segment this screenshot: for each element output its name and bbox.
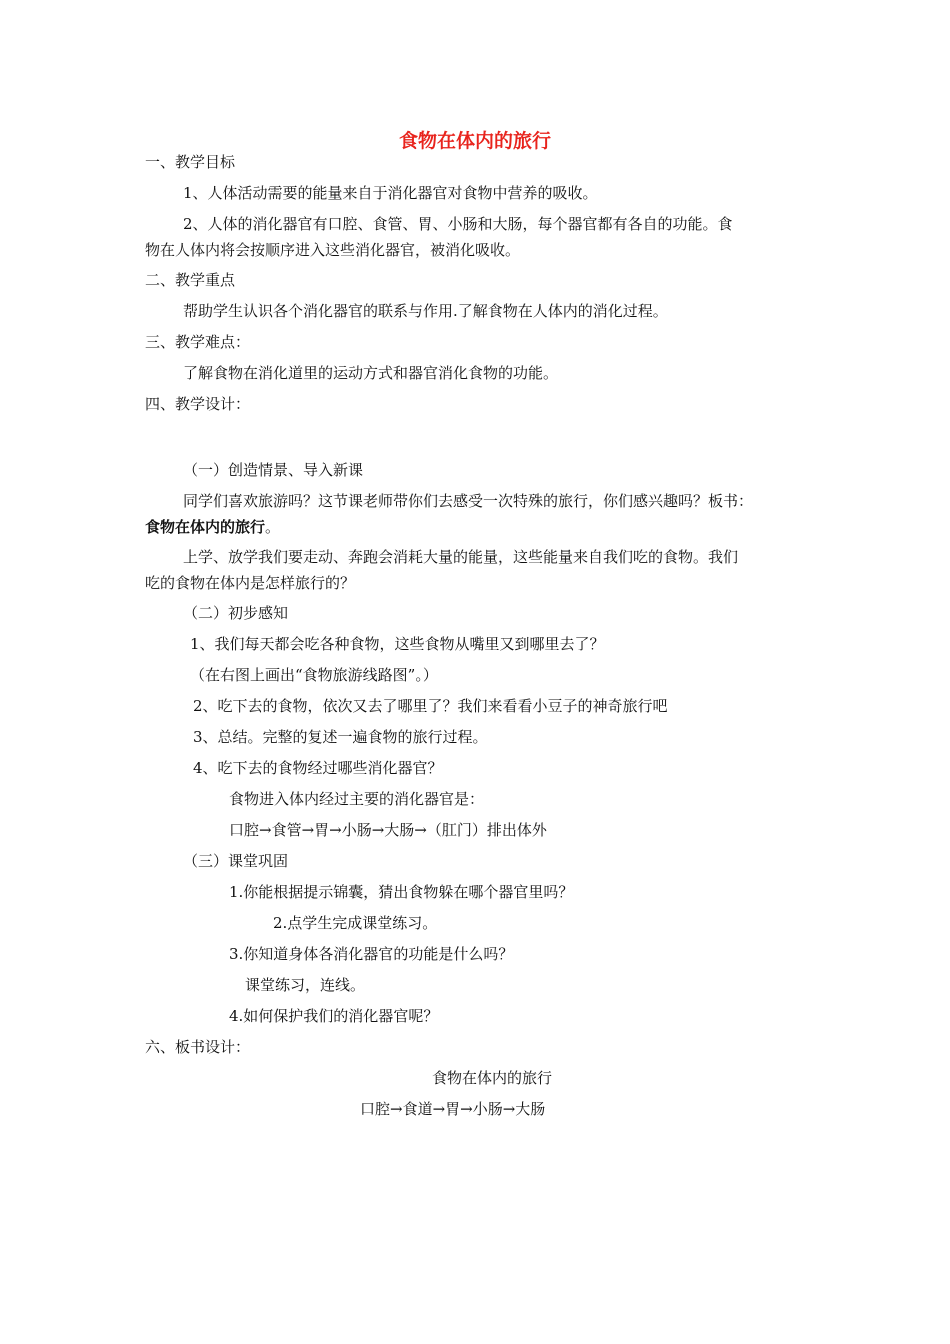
introduction-paragraph-2-line-2: 吃的食物在体内是怎样旅行的？ (145, 574, 356, 592)
consolidation-item-4: 4.如何保护我们的消化器官呢？ (229, 1007, 439, 1025)
goal-paragraph-2-line-1: 2、人体的消化器官有口腔、食管、胃、小肠和大肠，每个器官都有各自的功能。食 (183, 215, 733, 233)
perception-item-2: 2、吃下去的食物，依次又去了哪里了？我们来看看小豆子的神奇旅行吧 (193, 697, 668, 715)
perception-item-1: 1、我们每天都会吃各种食物，这些食物从嘴里又到哪里去了？ (190, 635, 605, 653)
perception-item-1-note: （在右图上画出“食物旅游线路图”。） (190, 666, 438, 684)
goal-paragraph-1: 1、人体活动需要的能量来自于消化器官对食物中营养的吸收。 (183, 184, 598, 202)
introduction-paragraph-2-line-1: 上学、放学我们要走动、奔跑会消耗大量的能量，这些能量来自我们吃的食物。我们 (183, 548, 739, 566)
part-heading-perception: （二）初步感知 (183, 604, 289, 622)
goal-paragraph-2-line-2: 物在人体内将会按顺序进入这些消化器官，被消化吸收。 (145, 241, 521, 259)
perception-item-4: 4、吃下去的食物经过哪些消化器官？ (193, 759, 443, 777)
consolidation-item-1: 1.你能根据提示锦囊，猜出食物躲在哪个器官里吗？ (229, 883, 574, 901)
introduction-paragraph-1-line-2 (145, 517, 280, 537)
period: 。 (265, 518, 281, 536)
perception-item-4-detail: 食物进入体内经过主要的消化器官是： (229, 790, 485, 808)
part-heading-consolidation: （三）课堂巩固 (183, 852, 289, 870)
board-title: 食物在体内的旅行 (432, 1069, 553, 1087)
document-title: 食物在体内的旅行 (398, 130, 551, 152)
introduction-paragraph-1-line-1: 同学们喜欢旅游吗？这节课老师带你们去感受一次特殊的旅行，你们感兴趣吗？板书： (183, 492, 754, 510)
section-heading-difficulties: 三、教学难点： (145, 333, 251, 351)
consolidation-item-2: 2.点学生完成课堂练习。 (273, 914, 438, 932)
key-points-paragraph: 帮助学生认识各个消化器官的联系与作用.了解食物在人体内的消化过程。 (183, 302, 668, 320)
perception-item-3: 3、总结。完整的复述一遍食物的旅行过程。 (193, 728, 488, 746)
section-heading-goals: 一、教学目标 (145, 153, 236, 171)
board-title-inline: 食物在体内的旅行 (145, 518, 266, 536)
difficulties-paragraph: 了解食物在消化道里的运动方式和器官消化食物的功能。 (183, 364, 559, 382)
section-heading-design: 四、教学设计： (145, 395, 251, 413)
board-flow: 口腔→食道→胃→小肠→大肠 (360, 1100, 546, 1118)
section-heading-key-points: 二、教学重点 (145, 271, 236, 289)
section-heading-board-design: 六、板书设计： (145, 1038, 251, 1056)
digestive-path: 口腔→食管→胃→小肠→大肠→（肛门）排出体外 (229, 821, 547, 839)
consolidation-item-3-detail: 课堂练习，连线。 (245, 976, 366, 994)
part-heading-introduction: （一）创造情景、导入新课 (183, 461, 364, 479)
consolidation-item-3: 3.你知道身体各消化器官的功能是什么吗？ (229, 945, 514, 963)
